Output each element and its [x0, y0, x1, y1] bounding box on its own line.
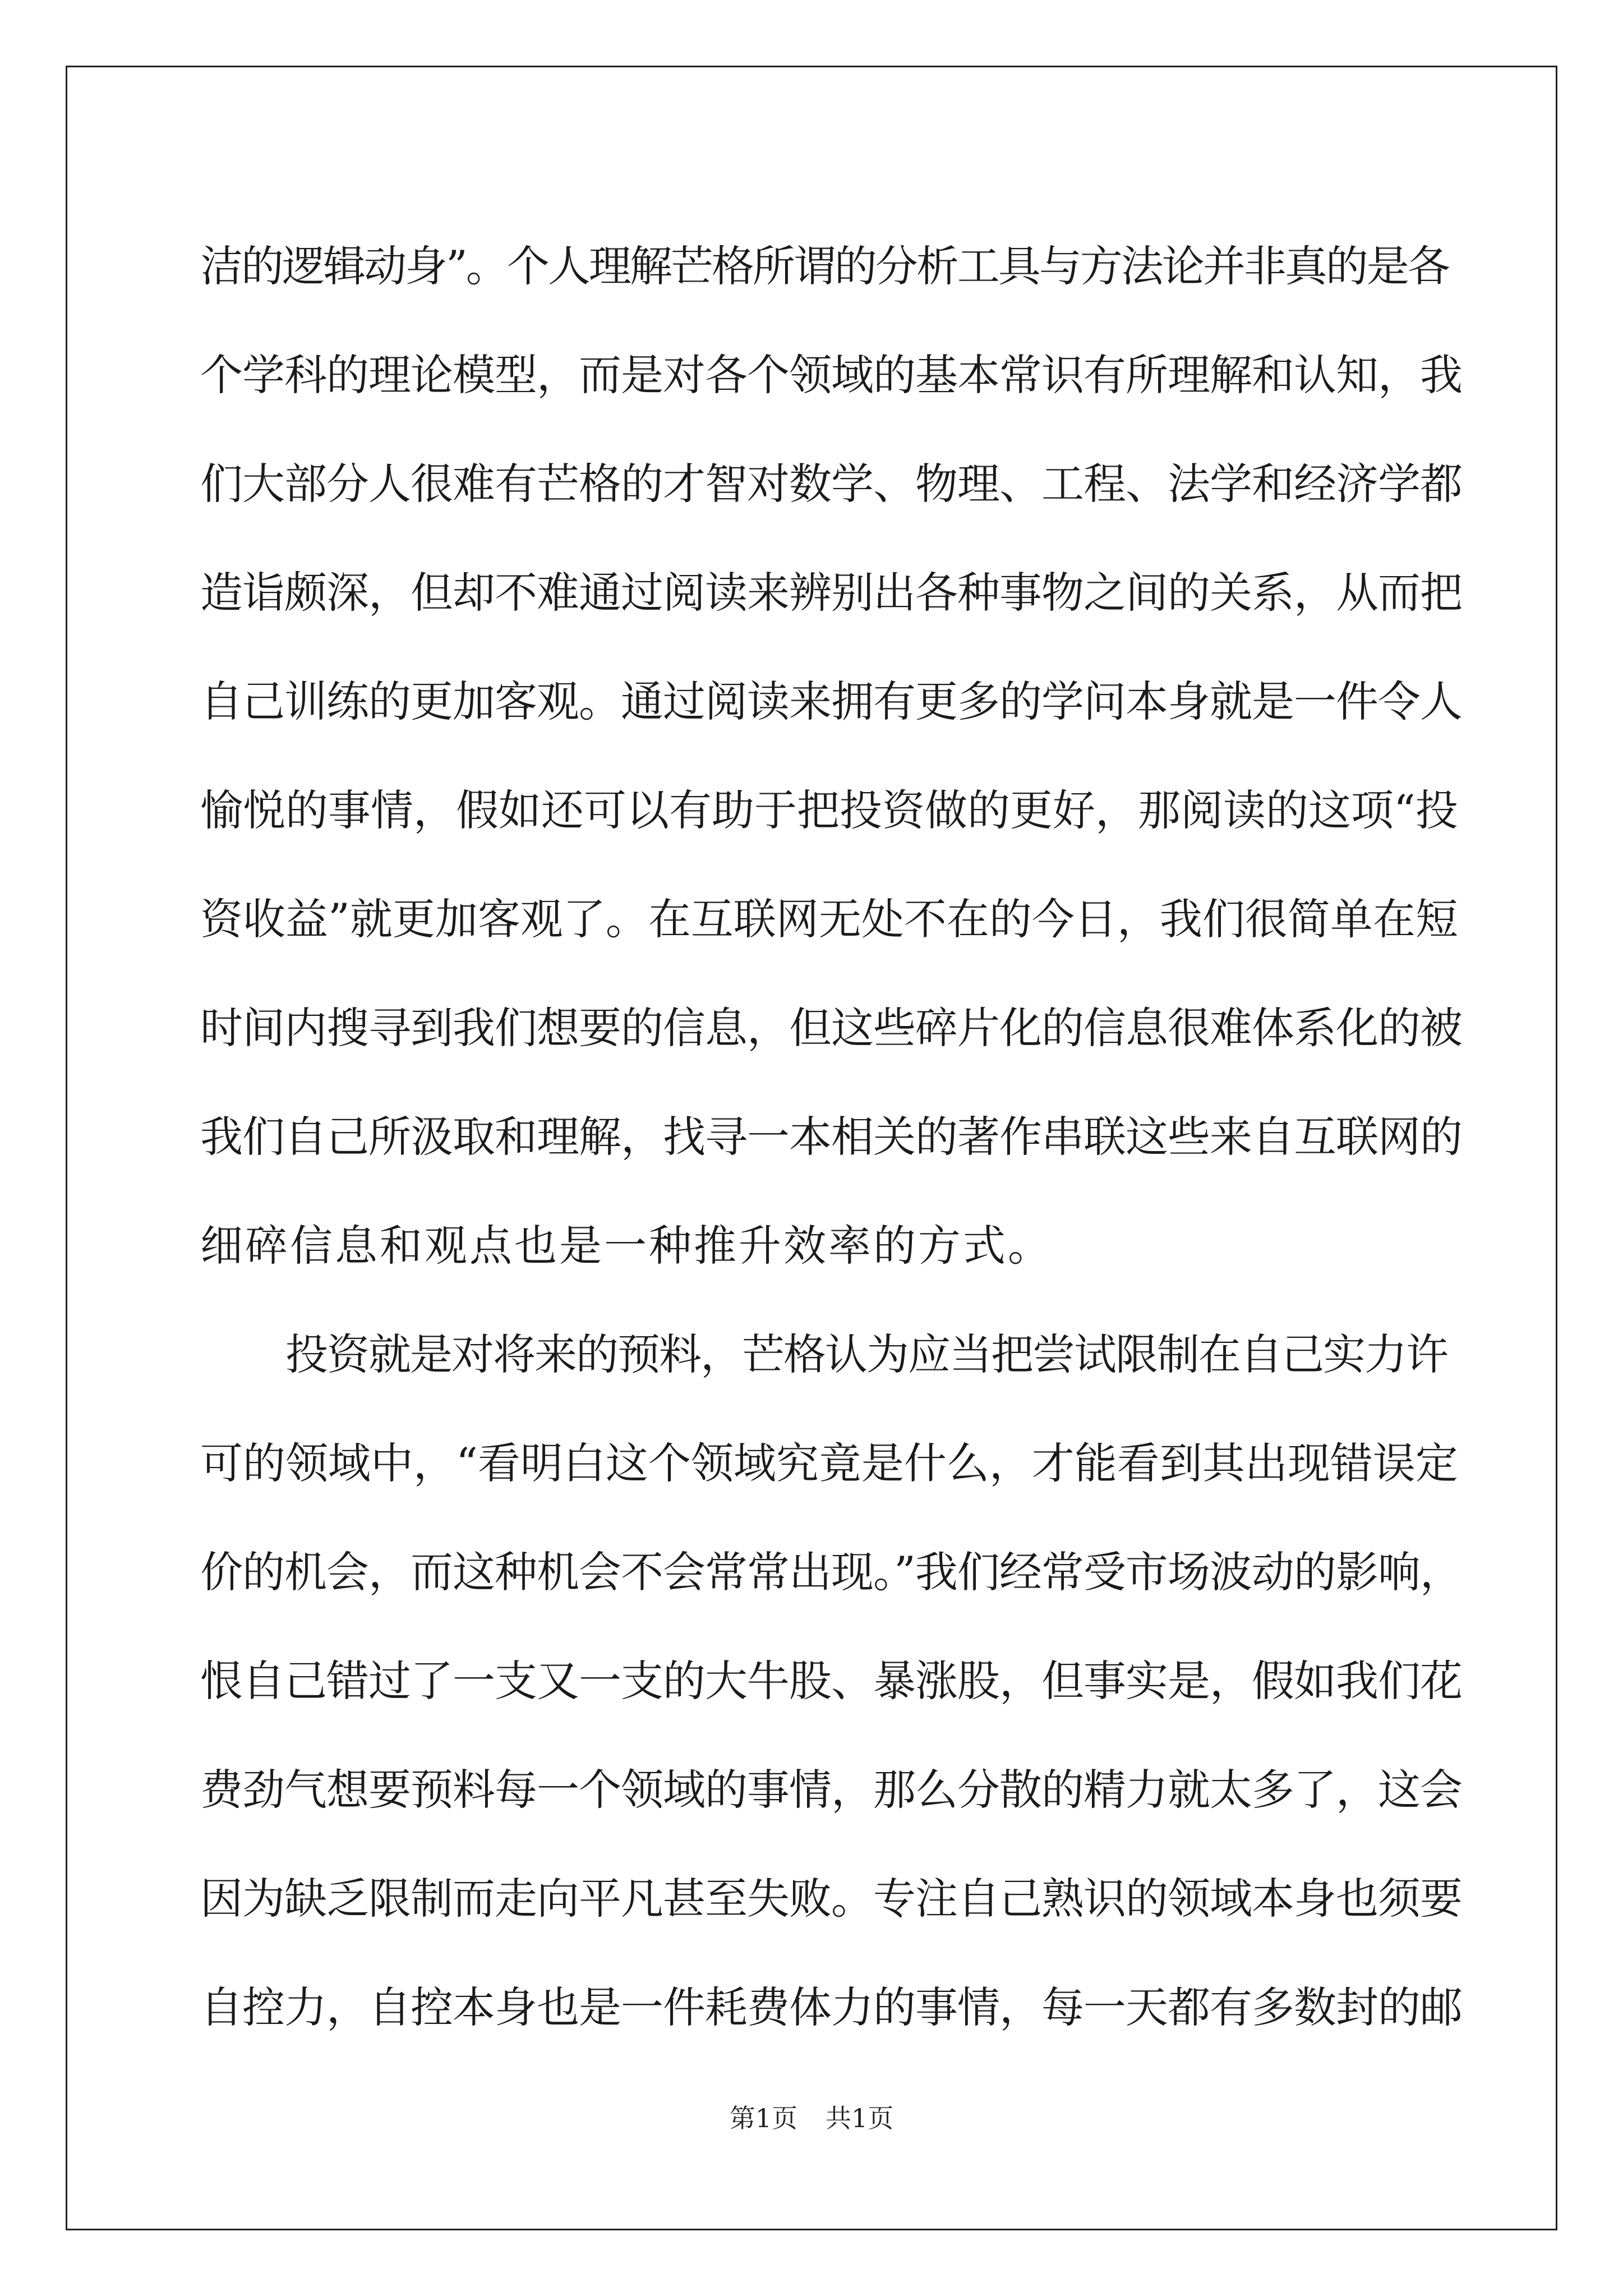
text-line: 细碎信息和观点也是一种推升效率的方式。	[200, 1221, 1053, 1271]
text-line: 因为缺乏限制而走向平凡甚至失败。专注自己熟识的领域本身也须要	[200, 1874, 1462, 1924]
text-line: 自控力，自控本身也是一件耗费体力的事情，每一天都有多数封的邮	[200, 1982, 1462, 2032]
text-line: 个学科的理论模型，而是对各个领域的基本常识有所理解和认知，我	[200, 350, 1462, 400]
text-line: 价的机会，而这种机会不会常常出现。”我们经常受市场波动的影响，	[200, 1547, 1462, 1597]
text-line: 造诣颇深，但却不难通过阅读来辨别出各种事物之间的关系，从而把	[200, 568, 1462, 618]
text-line: 自己训练的更加客观。通过阅读来拥有更多的学问本身就是一件令人	[200, 677, 1462, 726]
text-line: 恨自己错过了一支又一支的大牛股、暴涨股，但事实是，假如我们花	[200, 1656, 1462, 1706]
page-number-total: 共1页	[826, 2103, 894, 2133]
text-line: 我们自己所汲取和理解，找寻一本相关的著作串联这些来自互联网的	[200, 1112, 1462, 1162]
text-line: 时间内搜寻到我们想要的信息，但这些碎片化的信息很难体系化的被	[200, 1003, 1462, 1053]
text-line: 资收益”就更加客观了。在互联网无处不在的今日，我们很简单在短	[200, 894, 1458, 944]
text-line: 洁的逻辑动身”。个人理解芒格所谓的分析工具与方法论并非真的是各	[200, 241, 1449, 291]
page-footer	[0, 2098, 1623, 2135]
text-line: 们大部分人很难有芒格的才智对数学、物理、工程、法学和经济学都	[200, 459, 1462, 509]
text-line: 可的领域中，“看明白这个领域究竟是什么，才能看到其出现错误定	[200, 1438, 1458, 1488]
page-number-current: 第1页	[729, 2103, 797, 2133]
paragraph-start-line: 投资就是对将来的预料，芒格认为应当把尝试限制在自己实力许	[285, 1329, 1447, 1379]
text-line: 费劲气想要预料每一个领域的事情，那么分散的精力就太多了，这会	[200, 1765, 1462, 1815]
text-line: 愉悦的事情，假如还可以有助于把投资做的更好，那阅读的这项“投	[200, 785, 1458, 835]
document-body	[200, 212, 1462, 2062]
